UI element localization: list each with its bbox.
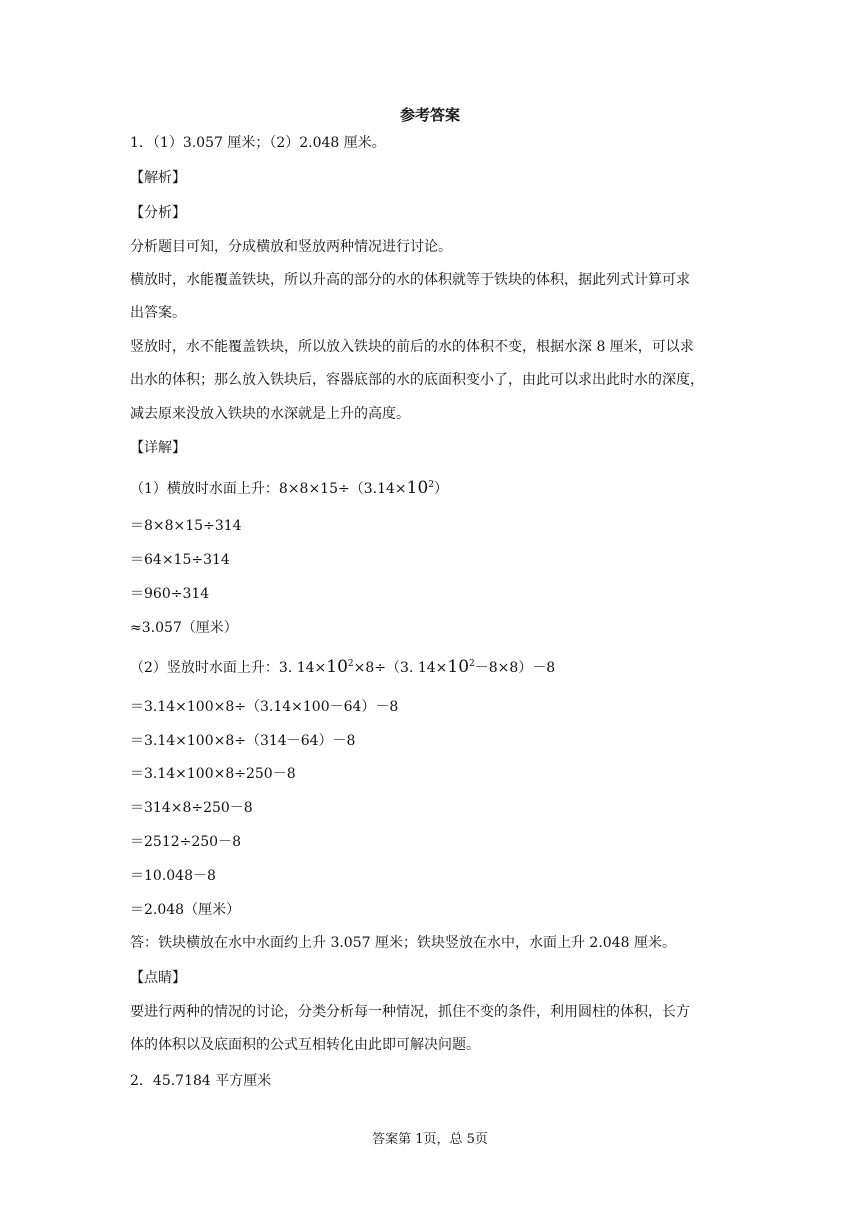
xiangjie-heading: 【详解】	[130, 440, 186, 456]
analysis-line-1: 分析题目可知，分成横放和竖放两种情况进行讨论。	[130, 239, 452, 255]
step2-line: ＝3.14×100×8÷250－8	[130, 766, 296, 782]
step1-suffix: ）	[434, 481, 449, 497]
step2-mid: ×8÷（3. 14×	[353, 660, 448, 676]
step2-base-1: 10	[326, 657, 348, 677]
comment-line-b: 体的体积以及底面积的公式互相转化由此即可解决问题。	[130, 1037, 480, 1053]
step1-line: ＝64×15÷314	[130, 552, 230, 568]
step2-line: ＝2512÷250－8	[130, 834, 241, 850]
step2-base-2: 10	[447, 657, 470, 677]
step2-exponent-2: 2	[469, 659, 475, 669]
analysis-line-2b: 出答案。	[130, 305, 186, 321]
page-footer: 答案第 1页，总 5页	[372, 1132, 488, 1147]
step1-exponent: 2	[428, 480, 435, 490]
conclusion: 答：铁块横放在水中水面约上升 3.057 厘米；铁块竖放在水中，水面上升 2.048 厘米。	[130, 935, 676, 951]
analysis-line-2a: 横放时，水能覆盖铁块，所以升高的部分的水的体积就等于铁块的体积，据此列式计算可求	[130, 272, 690, 288]
step2-line: ＝314×8÷250－8	[130, 800, 253, 816]
analysis-line-3b: 出水的体积；那么放入铁块后，容器底部的水的底面积变小了，由此可以求出此时水的深度，	[130, 372, 704, 388]
step1-prefix: （1）横放时水面上升：8×8×15÷（3.14×	[130, 481, 407, 497]
step2-prefix: （2）竖放时水面上升：3. 14×	[130, 660, 327, 676]
fenxi-heading: 【分析】	[130, 205, 186, 221]
step1-line: ≈3.057（厘米）	[130, 620, 238, 636]
step2-suffix: －8×8）－8	[474, 660, 556, 676]
dianjing-heading: 【点睛】	[130, 970, 186, 986]
q1-answer: 1．（1）3.057 厘米；（2）2.048 厘米。	[130, 135, 386, 151]
step1-line: ＝960÷314	[130, 586, 210, 602]
step2-formula	[130, 657, 555, 678]
jiexi-heading: 【解析】	[130, 170, 186, 186]
step2-line: ＝10.048－8	[130, 868, 216, 884]
step2-line: ＝3.14×100×8÷（314－64）－8	[130, 733, 356, 749]
page-title: 参考答案	[399, 106, 460, 124]
comment-line-a: 要进行两种的情况的讨论，分类分析每一种情况，抓住不变的条件，利用圆柱的体积，长方	[130, 1004, 690, 1020]
step1-base: 10	[406, 478, 429, 498]
step2-line: ＝3.14×100×8÷（3.14×100－64）－8	[130, 699, 399, 715]
analysis-line-3c: 减去原来没放入铁块的水深就是上升的高度。	[130, 406, 410, 422]
step2-exponent-1: 2	[347, 659, 354, 669]
step1-line: ＝8×8×15÷314	[130, 518, 242, 534]
step1-formula	[130, 478, 448, 499]
q2-answer: 2．45.7184 平方厘米	[130, 1073, 272, 1089]
step2-line: ＝2.048（厘米）	[130, 902, 241, 918]
analysis-line-3a: 竖放时，水不能覆盖铁块，所以放入铁块的前后的水的体积不变，根据水深 8 厘米，可以求	[130, 339, 694, 355]
